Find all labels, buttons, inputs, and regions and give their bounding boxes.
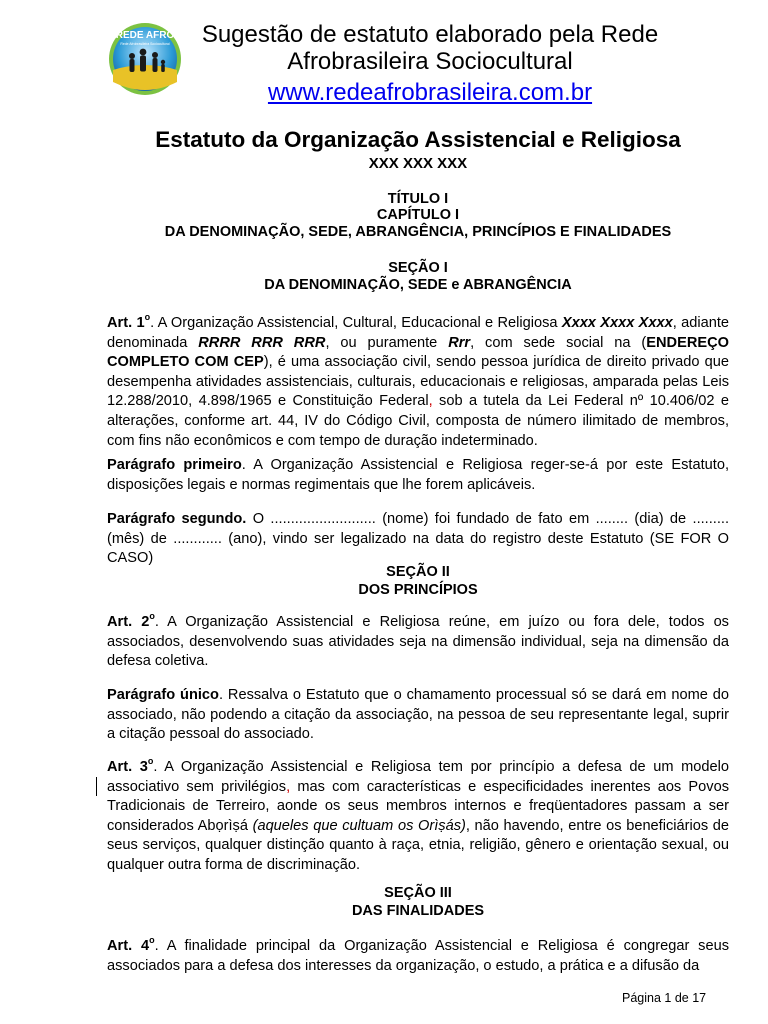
secao-3-label: SEÇÃO III xyxy=(384,885,452,901)
capitulo-heading: CAPÍTULO I xyxy=(376,207,460,223)
spelling-marked-comma: , xyxy=(428,393,433,410)
art-2-paragraph: Art. 2$^o$. A Organização Assistencial e Religiosa reúne, em juízo ou fora dele, todos os associados, desenvolvendo suas atividades seja na dimensão individual, seja na dimensão da defesa coletiva. xyxy=(107,611,729,670)
orisas-definition: (aqueles que cultuam os Orìṣás) xyxy=(252,817,466,834)
art-1-paragraph: Art. 1$^o$. A Organização Assistencial, Cultural, Educacional e Religiosa Xxxx Xxxx Xxxx, adiante denominada RRRR RRR RRR, ou puramente Rrr, com sede social na (ENDEREÇO COMPLETO COM CEP), é uma associação civil, sendo pessoa jurídica de direito privado que desempenha atividades assistenciais, culturais, educacionais e religiosas, amparada pelas Leis 12.288/2010, 4.898/1965 e Constituição Federal, sob a tutela da Lei Federal nº 10.406/02 e alterações, conforme art. 44, IV do Código Civil, composta de número ilimitado de membros, com fins não econômicos e com tempo de duração indeterminado. xyxy=(107,312,729,449)
paragrafo-unico-label: Parágrafo único xyxy=(107,687,219,703)
art-1-label: Art. 1 xyxy=(107,315,145,331)
header-line-1: Sugestão de estatuto elaborado pela Rede xyxy=(201,21,659,48)
secao-2-name: DOS PRINCÍPIOS xyxy=(358,582,478,598)
document-title: Estatuto da Organização Assistencial e Religiosa xyxy=(155,127,681,152)
document-subtitle: XXX XXX XXX xyxy=(368,155,468,172)
secao-1-name: DA DENOMINAÇÃO, SEDE e ABRANGÊNCIA xyxy=(264,277,572,293)
paragrafo-segundo: Parágrafo segundo. O .......................... (nome) foi fundado de fato em ........ (dia) de ......... (mês) de ............ (ano), vindo ser legalizado na data do registro deste Estatuto (SE FOR O CASO) xyxy=(107,511,730,567)
paragrafo-segundo-label: Parágrafo segundo. xyxy=(107,511,247,527)
rede-afro-logo xyxy=(108,22,182,96)
address-placeholder: ENDEREÇO COMPLETO COM CEP xyxy=(107,334,729,371)
art-4-paragraph: Art. 4$^o$. A finalidade principal da Organização Assistencial e Religiosa é congregar seus associados para a defesa dos interesses da organização, o estudo, a prática e a difusão da xyxy=(107,935,729,974)
paragrafo-unico: Parágrafo único. Ressalva o Estatuto que o chamamento processual só se dará em nome do associado, não podendo a citação da associação, na pessoa de seu representante legal, suprir a citação pessoal do associado. xyxy=(107,687,729,743)
paragrafo-primeiro-label: Parágrafo primeiro xyxy=(107,457,242,473)
art-3-label: Art. 3 xyxy=(107,759,148,775)
secao-2-label: SEÇÃO II xyxy=(386,564,450,580)
website-link[interactable]: www.redeafrobrasileira.com.br xyxy=(267,79,593,106)
org-placeholder-short: Rrr xyxy=(448,334,471,351)
secao-3-name: DAS FINALIDADES xyxy=(351,903,485,919)
header-line-2: Afrobrasileira Sociocultural xyxy=(287,48,573,75)
art-2-label: Art. 2 xyxy=(107,614,150,630)
org-placeholder-abbrev: RRRR RRR RRR xyxy=(198,334,326,351)
titulo-heading: TÍTULO I xyxy=(387,191,449,207)
art-3-paragraph: Art. 3$^o$. A Organização Assistencial e Religiosa tem por princípio a defesa de um modelo associativo sem privilégios, mas com características e especificidades inerentes aos Povos Tradicionais de Terreiro, aonde os seus membros internos e freqüentadores passam a ser considerados Abọrìṣá (aqueles que cultuam os Orìṣás), não havendo, entre os beneficiários de seus serviços, qualquer distinção quanto à raça, etnia, religião, gênero e orientação sexual, ou qualquer outra forma de discriminação. xyxy=(107,756,730,873)
art-4-label: Art. 4 xyxy=(107,938,150,954)
secao-1-label: SEÇÃO I xyxy=(388,260,448,276)
paragrafo-primeiro: Parágrafo primeiro. A Organização Assistencial e Religiosa reger-se-á por este Estatuto, disposições legais e normas regimentais que lhe forem aplicáveis. xyxy=(107,457,729,493)
text-cursor xyxy=(96,777,97,796)
spelling-marked-comma: , xyxy=(286,778,291,795)
org-placeholder-name: Xxxx Xxxx Xxxx xyxy=(561,315,673,331)
capitulo-name: DA DENOMINAÇÃO, SEDE, ABRANGÊNCIA, PRINCÍPIOS E FINALIDADES xyxy=(164,224,672,240)
svg-text:REDE AFRO: REDE AFRO xyxy=(115,30,175,41)
svg-text:Rede Afrobrasileira Sociocultu: Rede Afrobrasileira Sociocultural xyxy=(120,42,170,46)
page-number: Página 1 de 17 xyxy=(622,991,707,1005)
